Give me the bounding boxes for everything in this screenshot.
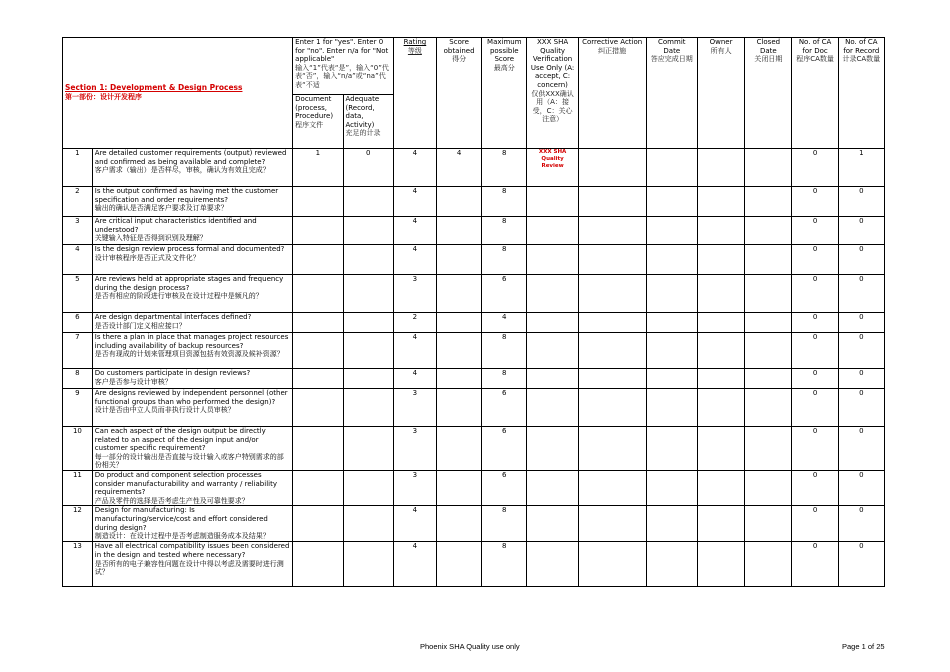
- table-row: [63, 313, 885, 333]
- corrective-action-header-cn: 纠正措施: [598, 46, 627, 55]
- ca-doc-count: 0: [792, 149, 838, 187]
- question-text-cn: 客户是否参与设计审核？: [94, 377, 172, 386]
- adequate-header-en: Adequate (Record, data, Activity): [345, 95, 380, 129]
- score-obtained-header: [436, 38, 481, 149]
- corrective-action-cell[interactable]: [578, 427, 646, 471]
- question: [92, 542, 292, 587]
- verification-cell[interactable]: [527, 506, 578, 542]
- question-text-cn: 客户需求（输出）是否样尽，审核，确认为有效且完成？: [94, 166, 270, 175]
- closed-date-header-en: Closed Date: [756, 38, 781, 55]
- closed-date-cell[interactable]: [745, 427, 792, 471]
- adequate-score[interactable]: [343, 470, 393, 505]
- row-number: 11: [63, 470, 93, 505]
- table-row: [63, 149, 885, 187]
- corrective-action-cell[interactable]: [578, 275, 646, 313]
- corrective-action-cell[interactable]: [578, 369, 646, 389]
- adequate-score[interactable]: [343, 427, 393, 471]
- ca-doc-count: 0: [792, 369, 838, 389]
- question-text-cn: 每一部分的设计输出是否直接与设计输入或客户特别需求的部份相关？: [94, 452, 284, 470]
- table-row: [63, 217, 885, 245]
- table-row: [63, 245, 885, 275]
- ca-record-count: 0: [838, 313, 884, 333]
- ca-record-count: 1: [838, 149, 884, 187]
- closed-date-cell[interactable]: [745, 333, 792, 369]
- corrective-action-header-en: Corrective Action: [582, 38, 643, 46]
- max-score: 8: [482, 149, 527, 187]
- adequate-score[interactable]: [343, 217, 393, 245]
- footer-note: Phoenix SHA Quality use only: [420, 642, 520, 651]
- document-score[interactable]: [293, 369, 343, 389]
- question-text: Do customers participate in design reviews?: [94, 369, 251, 377]
- closed-date-cell[interactable]: [745, 369, 792, 389]
- checklist-table: [62, 37, 885, 587]
- document-score[interactable]: 1: [293, 149, 343, 187]
- rating-value: 4: [393, 369, 436, 389]
- question-text-cn: 是否有现成的计划来管理项目资源包括有效资源及候补资源？: [94, 350, 284, 359]
- ca-doc-count: 0: [792, 313, 838, 333]
- section-header: [63, 38, 293, 149]
- score-obtained[interactable]: [436, 470, 481, 505]
- verification-header-en: XXX SHA Quality Verification Use Only (A: accept, C: concern): [530, 38, 575, 89]
- corrective-action-cell[interactable]: [578, 245, 646, 275]
- question: [92, 217, 292, 245]
- verification-cell[interactable]: [527, 333, 578, 369]
- row-number: 3: [63, 217, 93, 245]
- question-text: Have all electrical compatibility issues been considered in the design and tested where necessary?: [94, 542, 290, 559]
- verification-cell[interactable]: [527, 313, 578, 333]
- row-number: 12: [63, 506, 93, 542]
- max-score-header-cn: 最高分: [493, 63, 515, 72]
- question: [92, 187, 292, 217]
- owner-cell[interactable]: [697, 313, 744, 333]
- ca-record-count: 0: [838, 245, 884, 275]
- adequate-score[interactable]: [343, 313, 393, 333]
- rating-value: 4: [393, 506, 436, 542]
- ca-record-header: [838, 38, 884, 149]
- rating-value: 4: [393, 217, 436, 245]
- ca-doc-count: 0: [792, 187, 838, 217]
- row-number: 6: [63, 313, 93, 333]
- max-score-header: [482, 38, 527, 149]
- rating-header: [393, 38, 436, 149]
- adequate-score[interactable]: [343, 187, 393, 217]
- row-number: 10: [63, 427, 93, 471]
- row-number: 8: [63, 369, 93, 389]
- adequate-score[interactable]: [343, 389, 393, 427]
- ca-record-count: 0: [838, 470, 884, 505]
- owner-cell[interactable]: [697, 389, 744, 427]
- document-score[interactable]: [293, 506, 343, 542]
- max-score: 4: [482, 313, 527, 333]
- table-row: [63, 389, 885, 427]
- question: [92, 275, 292, 313]
- enter-instructions-cn: 输入“1”代表“是”，输入“0”代表“否”，输入“n/a”或“na”代表“不适: [295, 63, 389, 89]
- verification-cell[interactable]: [527, 542, 578, 587]
- section-title-cn: 第一部份：设计开发程序: [65, 93, 142, 101]
- closed-date-cell[interactable]: [745, 470, 792, 505]
- owner-header-cn: 所有人: [710, 46, 732, 55]
- ca-doc-count: 0: [792, 333, 838, 369]
- table-row: [63, 333, 885, 369]
- verification-cell[interactable]: [527, 217, 578, 245]
- verification-cell[interactable]: [527, 427, 578, 471]
- rating-value: 4: [393, 333, 436, 369]
- commit-date-header-en: Commit Date: [658, 38, 686, 55]
- verification-cell[interactable]: [527, 470, 578, 505]
- table-row: [63, 506, 885, 542]
- score-obtained[interactable]: [436, 275, 481, 313]
- document-score[interactable]: [293, 427, 343, 471]
- question-text: Are designs reviewed by independent personnel (other functional groups than who performed the design)?: [94, 389, 288, 406]
- corrective-action-cell[interactable]: [578, 506, 646, 542]
- score-obtained-header-cn: 得分: [452, 55, 467, 64]
- commit-date-cell[interactable]: [646, 217, 697, 245]
- question-text: Do product and component selection processes consider manufacturability and warranty / reliability requirements?: [94, 470, 277, 497]
- question-text: Is there a plan in place that manages project resources including availability of backup resources?: [94, 333, 289, 350]
- question-text: Are reviews held at appropriate stages and frequency during the design process?: [94, 275, 284, 292]
- adequate-header: [344, 95, 393, 148]
- owner-cell[interactable]: [697, 149, 744, 187]
- question: [92, 149, 292, 187]
- verification-cell[interactable]: [527, 275, 578, 313]
- table-row: [63, 369, 885, 389]
- owner-cell[interactable]: [697, 245, 744, 275]
- row-number: 5: [63, 275, 93, 313]
- closed-date-cell[interactable]: [745, 313, 792, 333]
- corrective-action-cell[interactable]: [578, 313, 646, 333]
- commit-date-cell[interactable]: [646, 313, 697, 333]
- rating-header-en: Rating: [403, 38, 427, 46]
- ca-record-count: 0: [838, 427, 884, 471]
- owner-cell[interactable]: [697, 470, 744, 505]
- quality-review-badge: XXX SHA Quality Review: [538, 149, 567, 169]
- max-score: 6: [482, 427, 527, 471]
- adequate-score[interactable]: [343, 245, 393, 275]
- max-score: 8: [482, 542, 527, 587]
- question-text-cn: 制造设计：在设计过程中是否考虑制造服务成本及结果？: [94, 532, 270, 541]
- commit-date-cell[interactable]: [646, 427, 697, 471]
- closed-date-cell[interactable]: [745, 542, 792, 587]
- question-text: Is the design review process formal and documented?: [94, 245, 285, 253]
- adequate-score[interactable]: [343, 333, 393, 369]
- score-obtained[interactable]: [436, 427, 481, 471]
- ca-record-count: 0: [838, 187, 884, 217]
- document-score[interactable]: [293, 313, 343, 333]
- adequate-score[interactable]: [343, 506, 393, 542]
- adequate-score[interactable]: 0: [343, 149, 393, 187]
- owner-cell[interactable]: [697, 369, 744, 389]
- table-row: [63, 275, 885, 313]
- page-number: Page 1 of 25: [842, 642, 885, 651]
- closed-date-cell[interactable]: [745, 389, 792, 427]
- ca-doc-count: 0: [792, 506, 838, 542]
- max-score: 6: [482, 389, 527, 427]
- question: [92, 245, 292, 275]
- max-score: 6: [482, 275, 527, 313]
- row-number: 2: [63, 187, 93, 217]
- owner-cell[interactable]: [697, 542, 744, 587]
- question-text: Design for manufacturing: Is manufacturing/service/cost and effort considered during design?: [94, 506, 268, 532]
- score-obtained[interactable]: [436, 389, 481, 427]
- header-row: [63, 38, 885, 149]
- adequate-score[interactable]: [343, 369, 393, 389]
- corrective-action-cell[interactable]: [578, 470, 646, 505]
- table-row: [63, 427, 885, 471]
- closed-date-header-cn: 关闭日期: [754, 55, 783, 64]
- question: [92, 506, 292, 542]
- ca-record-count: 0: [838, 333, 884, 369]
- owner-header: [697, 38, 744, 149]
- commit-date-cell[interactable]: [646, 542, 697, 587]
- commit-date-cell[interactable]: [646, 245, 697, 275]
- section-title: Section 1: Development & Design Process: [65, 83, 243, 93]
- question-text-cn: 产品及零件的选择是否考虑生产性及可靠性要求？: [94, 496, 249, 505]
- ca-record-count: 0: [838, 275, 884, 313]
- rating-value: 4: [393, 245, 436, 275]
- closed-date-cell[interactable]: [745, 275, 792, 313]
- max-score: 8: [482, 369, 527, 389]
- max-score: 8: [482, 217, 527, 245]
- corrective-action-cell[interactable]: [578, 187, 646, 217]
- closed-date-cell[interactable]: [745, 506, 792, 542]
- score-obtained[interactable]: [436, 369, 481, 389]
- commit-date-header: [646, 38, 697, 149]
- corrective-action-cell[interactable]: [578, 389, 646, 427]
- ca-doc-header: [792, 38, 838, 149]
- ca-record-count: 0: [838, 389, 884, 427]
- document-score[interactable]: [293, 217, 343, 245]
- closed-date-cell[interactable]: [745, 217, 792, 245]
- question-text: Are design departmental interfaces defined?: [94, 313, 252, 321]
- question-text-cn: 设计审核程序是否正式及文件化？: [94, 253, 200, 262]
- commit-date-cell[interactable]: [646, 333, 697, 369]
- commit-date-cell[interactable]: [646, 369, 697, 389]
- verification-cell[interactable]: [527, 369, 578, 389]
- row-number: 7: [63, 333, 93, 369]
- document-score[interactable]: [293, 333, 343, 369]
- corrective-action-cell[interactable]: [578, 217, 646, 245]
- rating-value: 4: [393, 542, 436, 587]
- max-score: 8: [482, 245, 527, 275]
- question-text: Are detailed customer requirements (output) reviewed and confirmed as being available and complete?: [94, 149, 287, 166]
- rating-header-cn: 等级: [407, 46, 422, 55]
- owner-cell[interactable]: [697, 187, 744, 217]
- ca-record-count: 0: [838, 542, 884, 587]
- score-obtained[interactable]: [436, 333, 481, 369]
- max-score: 8: [482, 506, 527, 542]
- ca-doc-count: 0: [792, 245, 838, 275]
- question: [92, 470, 292, 505]
- closed-date-cell[interactable]: [745, 149, 792, 187]
- document-header: [293, 95, 343, 148]
- score-obtained[interactable]: [436, 542, 481, 587]
- row-number: 1: [63, 149, 93, 187]
- ca-record-header-cn: 计录CA数量: [842, 55, 881, 64]
- question-text: Can each aspect of the design output be directly related to an aspect of the design input and/or customer specific requirement?: [94, 427, 266, 453]
- document-score[interactable]: [293, 389, 343, 427]
- question-text-cn: 关键输入特征是否得到识别及理解？: [94, 234, 207, 243]
- question-text: Is the output confirmed as having met the customer specification and order requirements?: [94, 187, 279, 204]
- commit-date-cell[interactable]: [646, 506, 697, 542]
- adequate-header-cn: 充足的计录: [345, 129, 381, 138]
- ca-doc-count: 0: [792, 427, 838, 471]
- score-obtained[interactable]: [436, 506, 481, 542]
- table-row: [63, 470, 885, 505]
- document-score[interactable]: [293, 245, 343, 275]
- ca-doc-count: 0: [792, 470, 838, 505]
- closed-date-cell[interactable]: [745, 245, 792, 275]
- commit-date-cell[interactable]: [646, 470, 697, 505]
- question: [92, 427, 292, 471]
- closed-date-cell[interactable]: [745, 187, 792, 217]
- row-number: 13: [63, 542, 93, 587]
- question-text-cn: 是否设计部门定义相应接口？: [94, 321, 186, 330]
- verification-cell[interactable]: [527, 187, 578, 217]
- rating-value: 3: [393, 389, 436, 427]
- score-obtained[interactable]: [436, 217, 481, 245]
- document-score[interactable]: [293, 542, 343, 587]
- adequate-score[interactable]: [343, 275, 393, 313]
- rating-value: 2: [393, 313, 436, 333]
- ca-record-count: 0: [838, 369, 884, 389]
- score-obtained[interactable]: [436, 245, 481, 275]
- table-row: [63, 542, 885, 587]
- table-row: [63, 187, 885, 217]
- owner-header-en: Owner: [709, 38, 733, 46]
- commit-date-cell[interactable]: [646, 187, 697, 217]
- rating-value: 4: [393, 149, 436, 187]
- max-score: 8: [482, 333, 527, 369]
- document-score[interactable]: [293, 187, 343, 217]
- corrective-action-header: [578, 38, 646, 149]
- corrective-action-cell[interactable]: [578, 542, 646, 587]
- document-score[interactable]: [293, 275, 343, 313]
- owner-cell[interactable]: [697, 506, 744, 542]
- row-number: 9: [63, 389, 93, 427]
- ca-doc-header-cn: 程序CA数量: [796, 55, 834, 64]
- score-obtained-header-en: Score obtained: [443, 38, 475, 55]
- rating-value: 3: [393, 470, 436, 505]
- score-obtained[interactable]: [436, 187, 481, 217]
- question-text-cn: 是否有相应的阶段进行审核及在设计过程中是频凡的？: [94, 292, 263, 301]
- question: [92, 369, 292, 389]
- ca-doc-header-en: No. of CA for Doc: [798, 38, 832, 55]
- question-text-cn: 输出的确认是否满足客户要求及订单要求？: [94, 204, 228, 213]
- verification-cell[interactable]: [527, 245, 578, 275]
- question: [92, 333, 292, 369]
- verification-cell[interactable]: [527, 389, 578, 427]
- question-text-cn: 设计是否由中立人员而非执行设计人员审核？: [94, 406, 235, 415]
- commit-date-cell[interactable]: [646, 275, 697, 313]
- owner-cell[interactable]: [697, 427, 744, 471]
- score-obtained[interactable]: 4: [436, 149, 481, 187]
- max-score: 8: [482, 187, 527, 217]
- commit-date-cell[interactable]: [646, 389, 697, 427]
- ca-doc-count: 0: [792, 542, 838, 587]
- enter-instructions-en: Enter 1 for "yes". Enter 0 for "no". Enter n/a for "Not applicable": [295, 38, 389, 64]
- question: [92, 389, 292, 427]
- corrective-action-cell[interactable]: [578, 333, 646, 369]
- enter-instructions: [293, 38, 394, 149]
- document-header-en: Document (process, Procedure): [295, 95, 334, 121]
- score-obtained[interactable]: [436, 313, 481, 333]
- closed-date-header: [745, 38, 792, 149]
- rating-value: 4: [393, 187, 436, 217]
- owner-cell[interactable]: [697, 333, 744, 369]
- question: [92, 313, 292, 333]
- question-text-cn: 是否所有的电子兼容性问题在设计中得以考虑及需要时进行测试？: [94, 559, 284, 577]
- rating-value: 3: [393, 275, 436, 313]
- commit-date-cell[interactable]: [646, 149, 697, 187]
- verification-header-cn: 仅供XXX确认用（A：接受，C：关心注意）: [531, 89, 574, 124]
- owner-cell[interactable]: [697, 217, 744, 245]
- verification-header: [527, 38, 578, 149]
- ca-doc-count: 0: [792, 389, 838, 427]
- ca-record-count: 0: [838, 506, 884, 542]
- ca-doc-count: 0: [792, 217, 838, 245]
- adequate-score[interactable]: [343, 542, 393, 587]
- corrective-action-cell[interactable]: [578, 149, 646, 187]
- commit-date-header-cn: 答应完成日期: [650, 55, 693, 64]
- ca-record-header-en: No. of CA for Record: [843, 38, 880, 55]
- document-score[interactable]: [293, 470, 343, 505]
- ca-record-count: 0: [838, 217, 884, 245]
- max-score: 6: [482, 470, 527, 505]
- owner-cell[interactable]: [697, 275, 744, 313]
- verification-cell[interactable]: [527, 149, 578, 187]
- question-text: Are critical input characteristics identified and understood?: [94, 217, 257, 234]
- max-score-header-en: Maximum possible Score: [487, 38, 522, 64]
- document-header-cn: 程序文件: [295, 120, 324, 129]
- row-number: 4: [63, 245, 93, 275]
- ca-doc-count: 0: [792, 275, 838, 313]
- rating-value: 3: [393, 427, 436, 471]
